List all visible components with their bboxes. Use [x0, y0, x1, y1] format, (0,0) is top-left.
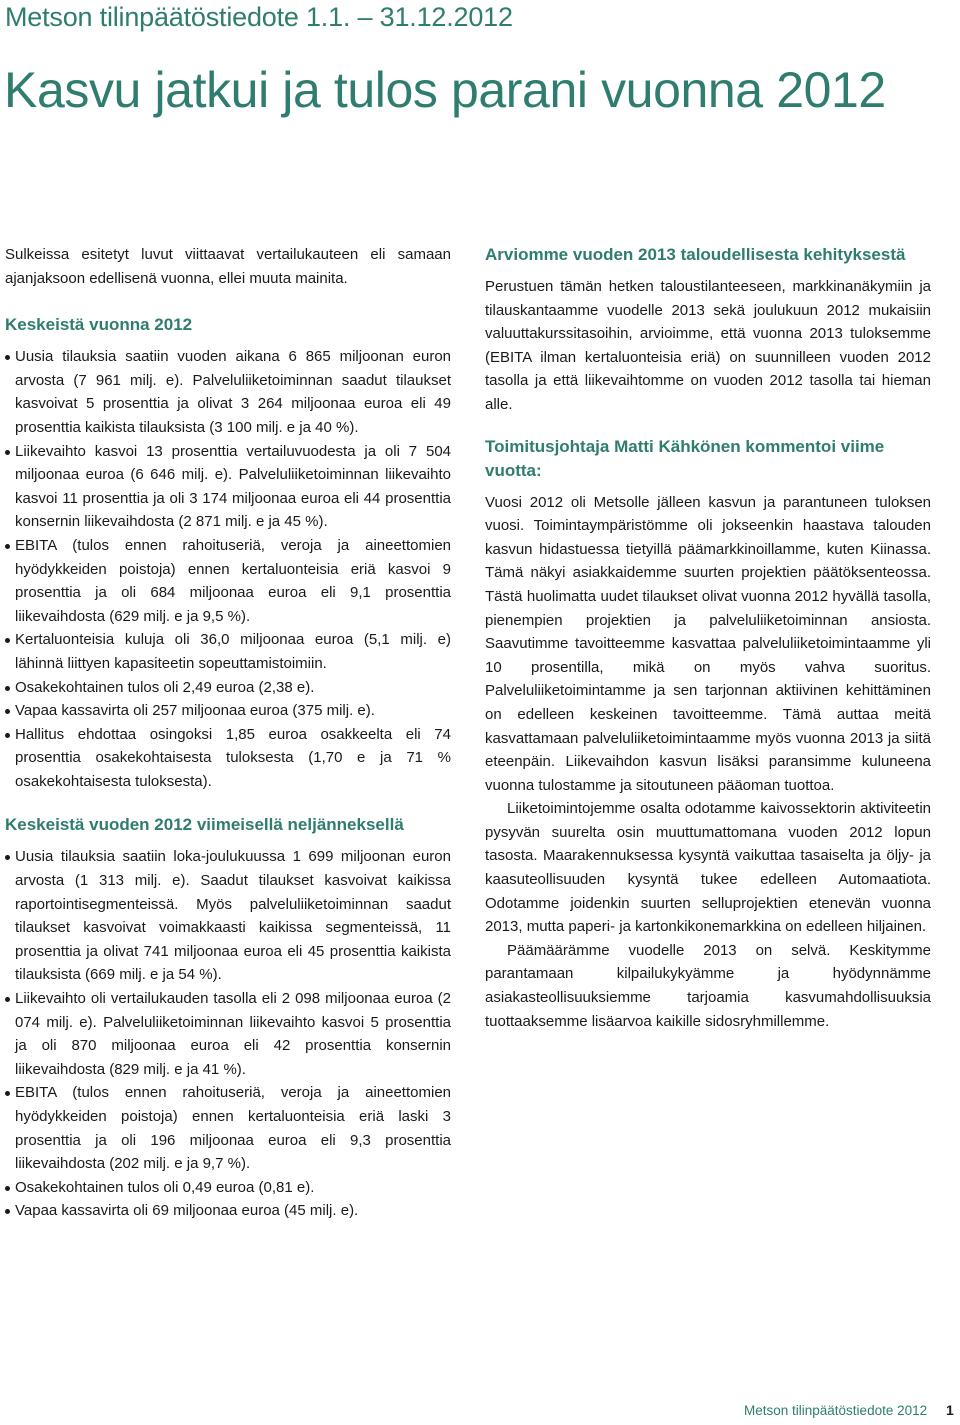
list-item: EBITA (tulos ennen rahoituseriä, veroja ja aineettomien hyödykkeiden poistoja) ennen kertaluonteisia eriä kasvoi 9 prosenttia ja oli 684 miljoonaa euroa eli 9,1 prosenttia liikevaihdosta (629 milj. e ja 9,5 %). [5, 534, 451, 628]
section-heading-key-q4: Keskeistä vuoden 2012 viimeisellä neljänneksellä [5, 815, 404, 835]
list-item: Vapaa kassavirta oli 257 miljoonaa euroa (375 milj. e). [5, 699, 451, 723]
section-heading-key-2012: Keskeistä vuonna 2012 [5, 315, 193, 335]
page-number: 1 [946, 1402, 954, 1418]
section-heading-outlook-2013: Arviomme vuoden 2013 taloudellisesta kehityksestä [485, 245, 906, 264]
list-item: Liikevaihto kasvoi 13 prosenttia vertailuvuodesta ja oli 7 504 miljoonaa euroa (6 646 milj. e). Palveluliiketoiminnan liikevaihto kasvoi 11 prosenttia ja oli 3 174 miljoonaa euroa eli 44 prosenttia konsernin liikevaihdosta (2 871 milj. e ja 45 %). [5, 440, 451, 534]
list-item: Uusia tilauksia saatiin vuoden aikana 6 865 miljoonan euron arvosta (7 961 milj. e). Palveluliiketoiminnan saadut tilaukset kasvoivat 5 prosenttia ja olivat 3 264 miljoonaa euroa eli 49 prosenttia kaikista tilauksista (3 100 milj. e ja 40 %). [5, 345, 451, 439]
list-item: Osakekohtainen tulos oli 2,49 euroa (2,38 e). [5, 676, 451, 700]
list-item: Hallitus ehdottaa osingoksi 1,85 euroa osakkeelta eli 74 prosenttia osakekohtaisesta tuloksesta (1,70 e ja 71 % osakekohtaisesta tuloksesta). [5, 723, 451, 794]
ceo-paragraph: Päämäärämme vuodelle 2013 on selvä. Keskitymme parantamaan kilpailukykyämme ja hyödynnämme asiakasteollisuuksiemme tarjoamia kasvumahdollisuuksia tuottaaksemme lisäarvoa kaikille sidosryhmillemme. [485, 941, 931, 1030]
key-2012-list [5, 345, 451, 793]
left-column [5, 243, 451, 1223]
report-subtitle: Metson tilinpäätöstiedote 1.1. – 31.12.2012 [5, 2, 513, 32]
right-column [485, 243, 931, 1033]
list-item: Osakekohtainen tulos oli 0,49 euroa (0,81 e). [5, 1176, 451, 1200]
list-item: Vapaa kassavirta oli 69 miljoonaa euroa (45 milj. e). [5, 1199, 451, 1223]
footer-title: Metson tilinpäätöstiedote 2012 [744, 1403, 928, 1418]
list-item: Uusia tilauksia saatiin loka-joulukuussa 1 699 miljoonan euron arvosta (1 313 milj. e). Saadut tilaukset kasvoivat kaikissa raportointisegmenteissä. Myös palveluliiketoiminnan saadut tilaukset kasvoivat voimakkaasti kaikissa segmenteissä, 11 prosenttia ja olivat 741 miljoonaa euroa eli 45 prosenttia kaikista tilauksista (669 milj. e ja 54 %). [5, 845, 451, 987]
ceo-paragraph: Vuosi 2012 oli Metsolle jälleen kasvun ja parantuneen tuloksen vuosi. Toimintaympäristömme oli jokseenkin haastava talouden kasvun hidastuessa tietyillä päämarkkinoillamme, kuten Kiinassa. Tämä näkyi asiakkaidemme suurten projektien päätöksenteossa. Tästä huolimatta uudet tilaukset olivat vuonna 2012 hyvällä tasolla, pienempien projektien ja palveluliiketoiminnan ansiosta. Saavutimme tavoitteemme kasvattaa palveluliiketoimintaamme yli 10 prosentilla, mikä on myös vahva suoritus. Palveluliiketoimintamme ja sen tarjonnan aktiivinen kehittäminen on edelleen keskeinen tavoitteemme. Tämä auttaa meitä kasvattamaan palveluliiketoimintaamme myös vuonna 2013 ja siitä eteenpäin. Liikevaihdon kasvun lisäksi paransimme kuluneena vuonna tulostamme ja sitoutuneen pääoman tuottoa. [485, 493, 931, 794]
ceo-paragraph: Liiketoimintojemme osalta odotamme kaivossektorin aktiviteetin pysyvän suurelta osin muuttumattomana vuoden 2012 lopun tasosta. Maarakennuksessa kysyntä vaikuttaa tasaiselta ja öljy- ja kaasuteollisuuden kysyntä tukee edelleen Automaatiota. Odotamme joidenkin suurten selluprojektien etenevän vuonna 2013, mutta paperi- ja kartonkikonemarkkina on edelleen hiljainen. [485, 800, 931, 936]
list-item: EBITA (tulos ennen rahoituseriä, veroja ja aineettomien hyödykkeiden poistoja) ennen kertaluonteisia eriä laski 3 prosenttia ja oli 196 miljoonaa euroa eli 9,3 prosenttia liikevaihdosta (202 milj. e ja 9,7 %). [5, 1081, 451, 1175]
list-item: Liikevaihto oli vertailukauden tasolla eli 2 098 miljoonaa euroa (2 074 milj. e). Palveluliiketoiminnan liikevaihto kasvoi 5 prosenttia ja oli 870 miljoonaa euroa eli 42 prosenttia konsernin liikevaihdosta (829 milj. e ja 41 %). [5, 987, 451, 1081]
key-q4-list [5, 845, 451, 1223]
list-item: Kertaluonteisia kuluja oli 36,0 miljoonaa euroa (5,1 milj. e) lähinnä liittyen kapasiteetin sopeuttamistoimiin. [5, 628, 451, 675]
page-title: Kasvu jatkui ja tulos parani vuonna 2012 [4, 62, 886, 118]
intro-text: Sulkeissa esitetyt luvut viittaavat vertailukauteen eli samaan ajanjaksoon edellisenä vuonna, ellei muuta mainita. [5, 246, 451, 287]
outlook-text: Perustuen tämän hetken taloustilanteeseen, markkinanäkymiin ja tilauskantaamme vuodelle 2013 sekä joulukuun 2012 mukaisiin valuuttakurssitasoihin, arvioimme, että vuonna 2013 tuloksemme (EBITA ilman kertaluonteisia eriä) on suunnilleen vuoden 2012 tasolla ja että liikevaihtomme on vuoden 2012 tasolla tai hieman alle. [485, 278, 931, 413]
section-heading-ceo-comment: Toimitusjohtaja Matti Kähkönen kommentoi viime vuotta: [485, 436, 885, 480]
